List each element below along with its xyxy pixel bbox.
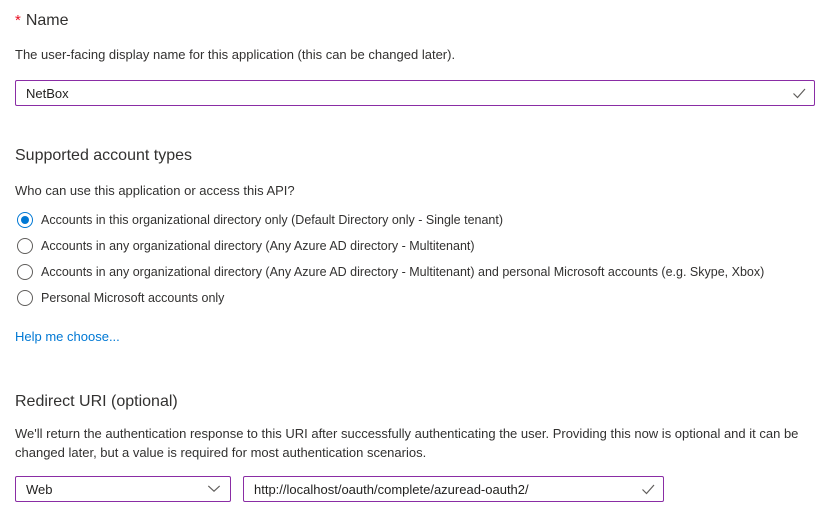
platform-select-value: Web: [26, 481, 53, 497]
name-input[interactable]: [15, 80, 815, 106]
redirect-uri-input[interactable]: [243, 476, 664, 502]
radio-selected-icon[interactable]: [17, 212, 33, 228]
name-description: The user-facing display name for this application (this can be changed later).: [15, 47, 456, 62]
radio-unselected-icon[interactable]: [17, 290, 33, 306]
radio-unselected-icon[interactable]: [17, 238, 33, 254]
radio-option-personal-only[interactable]: [15, 285, 815, 311]
redirect-uri-section: [15, 392, 815, 502]
radio-option-label: Accounts in this organizational directory only (Default Directory only - Single tenant): [41, 213, 504, 227]
name-section: [15, 11, 815, 106]
radio-option-label: Accounts in any organizational directory (Any Azure AD directory - Multitenant) and personal Microsoft accounts (e.g. Skype, Xbox): [41, 265, 765, 279]
redirect-uri-row: [15, 476, 815, 502]
radio-option-label: Personal Microsoft accounts only: [41, 291, 225, 305]
uri-input-wrap: [243, 476, 664, 502]
account-types-question: Who can use this application or access this API?: [15, 183, 295, 198]
name-input-wrap: [15, 80, 815, 106]
account-types-title: Supported account types: [15, 147, 193, 164]
name-title-text: Name: [25, 12, 69, 29]
platform-select[interactable]: [15, 476, 231, 502]
account-type-options: [15, 207, 815, 311]
radio-unselected-icon[interactable]: [17, 264, 33, 280]
radio-option-multitenant-personal[interactable]: [15, 259, 815, 285]
required-asterisk: *: [15, 12, 21, 29]
help-me-choose-link[interactable]: Help me choose...: [15, 329, 120, 344]
radio-option-label: Accounts in any organizational directory (Any Azure AD directory - Multitenant): [41, 239, 475, 253]
radio-option-multitenant[interactable]: [15, 233, 815, 259]
radio-option-single-tenant[interactable]: [15, 207, 815, 233]
name-section-title: [15, 11, 815, 31]
supported-account-types-section: [15, 146, 815, 346]
redirect-uri-description: We'll return the authentication response to this URI after successfully authenticating the user. Providing this now is optional and it can be changed later, but a value is required for most authentication scenarios.: [15, 426, 799, 460]
redirect-uri-title: Redirect URI (optional): [15, 393, 178, 410]
chevron-down-icon: [207, 484, 221, 494]
